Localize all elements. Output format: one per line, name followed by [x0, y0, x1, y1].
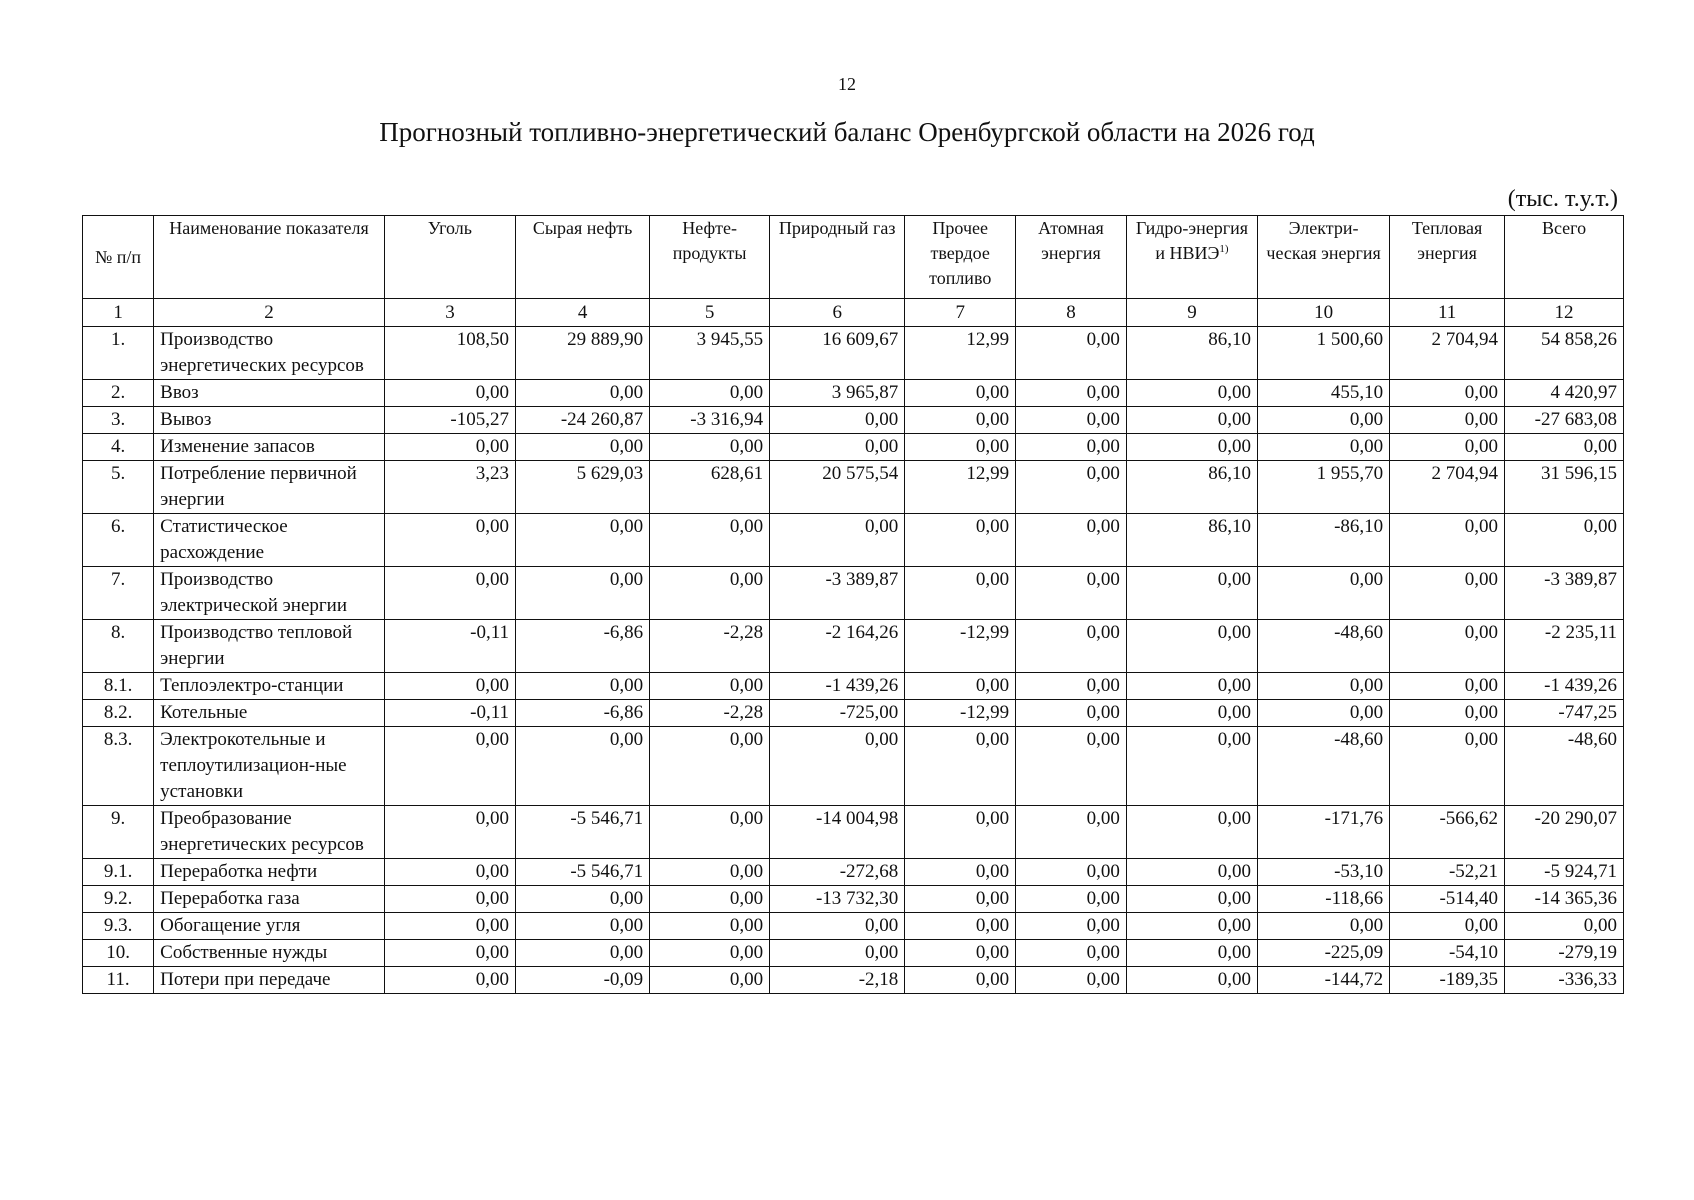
value-cell: 0,00	[650, 806, 770, 859]
table-row	[83, 859, 1624, 886]
value-cell: 108,50	[384, 327, 515, 380]
value-cell: 86,10	[1126, 327, 1257, 380]
table-header-row	[83, 216, 1624, 299]
value-cell: -86,10	[1258, 514, 1390, 567]
header-cell: Наименование показателя	[154, 216, 385, 299]
value-cell: 0,00	[1016, 673, 1127, 700]
column-number: 11	[1390, 299, 1505, 327]
value-cell: 5 629,03	[516, 461, 650, 514]
value-cell: 0,00	[1016, 434, 1127, 461]
value-cell: 0,00	[905, 567, 1016, 620]
value-cell: 4 420,97	[1505, 380, 1624, 407]
value-cell: 0,00	[1505, 913, 1624, 940]
value-cell: 1 955,70	[1258, 461, 1390, 514]
value-cell: 0,00	[516, 434, 650, 461]
table-row	[83, 673, 1624, 700]
header-cell: № п/п	[83, 216, 154, 299]
value-cell: -2 235,11	[1505, 620, 1624, 673]
value-cell: 0,00	[1126, 727, 1257, 806]
value-cell: 0,00	[1126, 940, 1257, 967]
value-cell: 0,00	[1390, 673, 1505, 700]
value-cell: -6,86	[516, 620, 650, 673]
value-cell: 0,00	[1390, 434, 1505, 461]
value-cell: 628,61	[650, 461, 770, 514]
value-cell: 0,00	[650, 567, 770, 620]
value-cell: 0,00	[384, 567, 515, 620]
value-cell: 0,00	[905, 514, 1016, 567]
value-cell: 0,00	[1016, 514, 1127, 567]
row-number: 8.2.	[83, 700, 154, 727]
value-cell: -14 365,36	[1505, 886, 1624, 913]
value-cell: 0,00	[1016, 886, 1127, 913]
value-cell: -0,11	[384, 700, 515, 727]
value-cell: -2 164,26	[770, 620, 905, 673]
value-cell: 0,00	[384, 727, 515, 806]
value-cell: -48,60	[1505, 727, 1624, 806]
value-cell: 0,00	[1016, 700, 1127, 727]
row-number: 7.	[83, 567, 154, 620]
value-cell: 0,00	[384, 806, 515, 859]
value-cell: 0,00	[650, 434, 770, 461]
value-cell: -171,76	[1258, 806, 1390, 859]
value-cell: 0,00	[770, 913, 905, 940]
value-cell: 0,00	[384, 514, 515, 567]
value-cell: 0,00	[516, 567, 650, 620]
value-cell: 0,00	[1390, 913, 1505, 940]
value-cell: 0,00	[650, 967, 770, 994]
value-cell: 0,00	[1126, 407, 1257, 434]
value-cell: 0,00	[650, 380, 770, 407]
value-cell: 86,10	[1126, 514, 1257, 567]
document-title: Прогнозный топливно-энергетический баланс Оренбургской области на 2026 год	[379, 117, 1315, 147]
column-number: 7	[905, 299, 1016, 327]
value-cell: 0,00	[1390, 620, 1505, 673]
value-cell: -0,09	[516, 967, 650, 994]
value-cell: 0,00	[384, 380, 515, 407]
row-number: 9.1.	[83, 859, 154, 886]
value-cell: -3 389,87	[770, 567, 905, 620]
value-cell: -747,25	[1505, 700, 1624, 727]
value-cell: 0,00	[516, 673, 650, 700]
value-cell: -105,27	[384, 407, 515, 434]
row-name: Переработка газа	[154, 886, 385, 913]
value-cell: 0,00	[905, 380, 1016, 407]
value-cell: -48,60	[1258, 620, 1390, 673]
value-cell: 0,00	[1390, 727, 1505, 806]
value-cell: 0,00	[384, 859, 515, 886]
value-cell: 0,00	[905, 727, 1016, 806]
row-number: 8.1.	[83, 673, 154, 700]
header-cell: Прочее твердое топливо	[905, 216, 1016, 299]
column-number: 1	[83, 299, 154, 327]
value-cell: 0,00	[384, 940, 515, 967]
table-row	[83, 514, 1624, 567]
value-cell: 0,00	[1016, 461, 1127, 514]
value-cell: 0,00	[1126, 886, 1257, 913]
row-number: 1.	[83, 327, 154, 380]
value-cell: 0,00	[770, 434, 905, 461]
column-number-row	[83, 299, 1624, 327]
value-cell: 0,00	[1016, 727, 1127, 806]
header-cell: Природный газ	[770, 216, 905, 299]
value-cell: 12,99	[905, 461, 1016, 514]
column-number: 6	[770, 299, 905, 327]
value-cell: -118,66	[1258, 886, 1390, 913]
row-name: Потери при передаче	[154, 967, 385, 994]
header-cell: Тепловая энергия	[1390, 216, 1505, 299]
value-cell: -725,00	[770, 700, 905, 727]
value-cell: -53,10	[1258, 859, 1390, 886]
value-cell: 0,00	[1016, 913, 1127, 940]
value-cell: 0,00	[1126, 700, 1257, 727]
value-cell: 0,00	[1258, 567, 1390, 620]
value-cell: 0,00	[1016, 859, 1127, 886]
value-cell: -144,72	[1258, 967, 1390, 994]
value-cell: -189,35	[1390, 967, 1505, 994]
table-row	[83, 727, 1624, 806]
value-cell: -14 004,98	[770, 806, 905, 859]
value-cell: -52,21	[1390, 859, 1505, 886]
value-cell: 0,00	[650, 673, 770, 700]
value-cell: 3 945,55	[650, 327, 770, 380]
value-cell: 0,00	[516, 380, 650, 407]
value-cell: -566,62	[1390, 806, 1505, 859]
row-number: 4.	[83, 434, 154, 461]
value-cell: 0,00	[1016, 967, 1127, 994]
value-cell: 0,00	[905, 859, 1016, 886]
value-cell: 0,00	[650, 886, 770, 913]
value-cell: -2,18	[770, 967, 905, 994]
header-text: Гидро-энергия и НВИЭ	[1135, 218, 1249, 263]
value-cell: 0,00	[516, 886, 650, 913]
value-cell: -5 924,71	[1505, 859, 1624, 886]
value-cell: 0,00	[770, 514, 905, 567]
value-cell: 0,00	[1258, 700, 1390, 727]
value-cell: -13 732,30	[770, 886, 905, 913]
value-cell: 3 965,87	[770, 380, 905, 407]
table-row	[83, 461, 1624, 514]
row-number: 10.	[83, 940, 154, 967]
header-cell-hydro	[1126, 216, 1257, 299]
value-cell: 86,10	[1126, 461, 1257, 514]
value-cell: 0,00	[1016, 567, 1127, 620]
value-cell: -3 316,94	[650, 407, 770, 434]
value-cell: 0,00	[1016, 407, 1127, 434]
value-cell: -20 290,07	[1505, 806, 1624, 859]
table-row	[83, 940, 1624, 967]
value-cell: -1 439,26	[1505, 673, 1624, 700]
value-cell: 0,00	[1258, 434, 1390, 461]
value-cell: -2,28	[650, 620, 770, 673]
header-cell: Сырая нефть	[516, 216, 650, 299]
value-cell: -0,11	[384, 620, 515, 673]
header-cell: Атомная энергия	[1016, 216, 1127, 299]
value-cell: -225,09	[1258, 940, 1390, 967]
row-number: 2.	[83, 380, 154, 407]
table-row	[83, 700, 1624, 727]
value-cell: 0,00	[1126, 859, 1257, 886]
table-row	[83, 567, 1624, 620]
value-cell: 0,00	[1016, 940, 1127, 967]
row-name: Ввоз	[154, 380, 385, 407]
value-cell: 0,00	[1126, 967, 1257, 994]
value-cell: 0,00	[650, 859, 770, 886]
value-cell: 0,00	[384, 913, 515, 940]
value-cell: -12,99	[905, 620, 1016, 673]
footnote-mark: 1)	[1219, 243, 1229, 255]
value-cell: 0,00	[650, 514, 770, 567]
value-cell: 0,00	[1126, 673, 1257, 700]
row-number: 8.	[83, 620, 154, 673]
header-cell: Нефте-продукты	[650, 216, 770, 299]
table-row	[83, 407, 1624, 434]
value-cell: 0,00	[1505, 514, 1624, 567]
row-number: 8.3.	[83, 727, 154, 806]
value-cell: 0,00	[516, 940, 650, 967]
table-row	[83, 327, 1624, 380]
row-name: Электрокотельные и теплоутилизацион-ные установки	[154, 727, 385, 806]
row-name: Теплоэлектро-станции	[154, 673, 385, 700]
header-cell: Электри-ческая энергия	[1258, 216, 1390, 299]
value-cell: 2 704,94	[1390, 327, 1505, 380]
row-name: Производство тепловой энергии	[154, 620, 385, 673]
value-cell: 0,00	[650, 913, 770, 940]
value-cell: -54,10	[1390, 940, 1505, 967]
value-cell: -514,40	[1390, 886, 1505, 913]
value-cell: 0,00	[1505, 434, 1624, 461]
value-cell: 0,00	[1258, 407, 1390, 434]
value-cell: -6,86	[516, 700, 650, 727]
row-name: Производство энергетических ресурсов	[154, 327, 385, 380]
row-number: 6.	[83, 514, 154, 567]
value-cell: 0,00	[905, 967, 1016, 994]
value-cell: -3 389,87	[1505, 567, 1624, 620]
value-cell: -12,99	[905, 700, 1016, 727]
value-cell: 0,00	[905, 407, 1016, 434]
row-number: 9.2.	[83, 886, 154, 913]
value-cell: 0,00	[1016, 620, 1127, 673]
value-cell: 54 858,26	[1505, 327, 1624, 380]
row-name: Изменение запасов	[154, 434, 385, 461]
row-name: Собственные нужды	[154, 940, 385, 967]
table-row	[83, 620, 1624, 673]
value-cell: 0,00	[770, 940, 905, 967]
value-cell: -2,28	[650, 700, 770, 727]
row-number: 11.	[83, 967, 154, 994]
table-row	[83, 913, 1624, 940]
value-cell: 2 704,94	[1390, 461, 1505, 514]
value-cell: 0,00	[1126, 434, 1257, 461]
column-number: 8	[1016, 299, 1127, 327]
table-row	[83, 434, 1624, 461]
value-cell: 0,00	[1016, 327, 1127, 380]
value-cell: 0,00	[905, 434, 1016, 461]
value-cell: -279,19	[1505, 940, 1624, 967]
value-cell: 0,00	[384, 886, 515, 913]
table-row	[83, 380, 1624, 407]
value-cell: 0,00	[905, 806, 1016, 859]
value-cell: 0,00	[1126, 913, 1257, 940]
row-number: 9.	[83, 806, 154, 859]
value-cell: -5 546,71	[516, 806, 650, 859]
row-number: 9.3.	[83, 913, 154, 940]
header-cell: Уголь	[384, 216, 515, 299]
column-number: 5	[650, 299, 770, 327]
value-cell: 20 575,54	[770, 461, 905, 514]
row-name: Вывоз	[154, 407, 385, 434]
table-row	[83, 967, 1624, 994]
value-cell: 0,00	[516, 913, 650, 940]
value-cell: -336,33	[1505, 967, 1624, 994]
energy-balance-table	[82, 215, 1624, 994]
row-name: Котельные	[154, 700, 385, 727]
row-name: Потребление первичной энергии	[154, 461, 385, 514]
value-cell: 0,00	[384, 673, 515, 700]
value-cell: 0,00	[905, 673, 1016, 700]
value-cell: 0,00	[1390, 380, 1505, 407]
value-cell: -5 546,71	[516, 859, 650, 886]
value-cell: 0,00	[905, 913, 1016, 940]
column-number: 4	[516, 299, 650, 327]
column-number: 10	[1258, 299, 1390, 327]
value-cell: 0,00	[1016, 380, 1127, 407]
row-name: Преобразование энергетических ресурсов	[154, 806, 385, 859]
page-number: 12	[838, 74, 856, 94]
header-cell: Всего	[1505, 216, 1624, 299]
value-cell: 0,00	[1390, 407, 1505, 434]
row-number: 5.	[83, 461, 154, 514]
row-name: Переработка нефти	[154, 859, 385, 886]
value-cell: 0,00	[650, 727, 770, 806]
value-cell: 12,99	[905, 327, 1016, 380]
value-cell: -1 439,26	[770, 673, 905, 700]
value-cell: 0,00	[516, 514, 650, 567]
value-cell: 0,00	[384, 434, 515, 461]
column-number: 2	[154, 299, 385, 327]
row-name: Обогащение угля	[154, 913, 385, 940]
value-cell: 0,00	[1390, 700, 1505, 727]
value-cell: -272,68	[770, 859, 905, 886]
value-cell: 0,00	[770, 727, 905, 806]
value-cell: 0,00	[1390, 514, 1505, 567]
row-name: Статистическое расхождение	[154, 514, 385, 567]
value-cell: 0,00	[905, 886, 1016, 913]
value-cell: 0,00	[1258, 913, 1390, 940]
value-cell: 0,00	[1126, 620, 1257, 673]
value-cell: 0,00	[1258, 673, 1390, 700]
value-cell: 0,00	[770, 407, 905, 434]
value-cell: 0,00	[516, 727, 650, 806]
value-cell: -24 260,87	[516, 407, 650, 434]
value-cell: -48,60	[1258, 727, 1390, 806]
value-cell: 0,00	[1126, 567, 1257, 620]
value-cell: 3,23	[384, 461, 515, 514]
value-cell: 29 889,90	[516, 327, 650, 380]
column-number: 3	[384, 299, 515, 327]
value-cell: 1 500,60	[1258, 327, 1390, 380]
value-cell: 0,00	[905, 940, 1016, 967]
value-cell: 31 596,15	[1505, 461, 1624, 514]
value-cell: 0,00	[1126, 806, 1257, 859]
table-row	[83, 886, 1624, 913]
value-cell: 0,00	[650, 940, 770, 967]
row-number: 3.	[83, 407, 154, 434]
value-cell: -27 683,08	[1505, 407, 1624, 434]
column-number: 9	[1126, 299, 1257, 327]
value-cell: 0,00	[1016, 806, 1127, 859]
units-label: (тыс. т.у.т.)	[1507, 186, 1618, 212]
value-cell: 0,00	[384, 967, 515, 994]
table-row	[83, 806, 1624, 859]
value-cell: 0,00	[1126, 380, 1257, 407]
value-cell: 455,10	[1258, 380, 1390, 407]
value-cell: 16 609,67	[770, 327, 905, 380]
row-name: Производство электрической энергии	[154, 567, 385, 620]
column-number: 12	[1505, 299, 1624, 327]
value-cell: 0,00	[1390, 567, 1505, 620]
